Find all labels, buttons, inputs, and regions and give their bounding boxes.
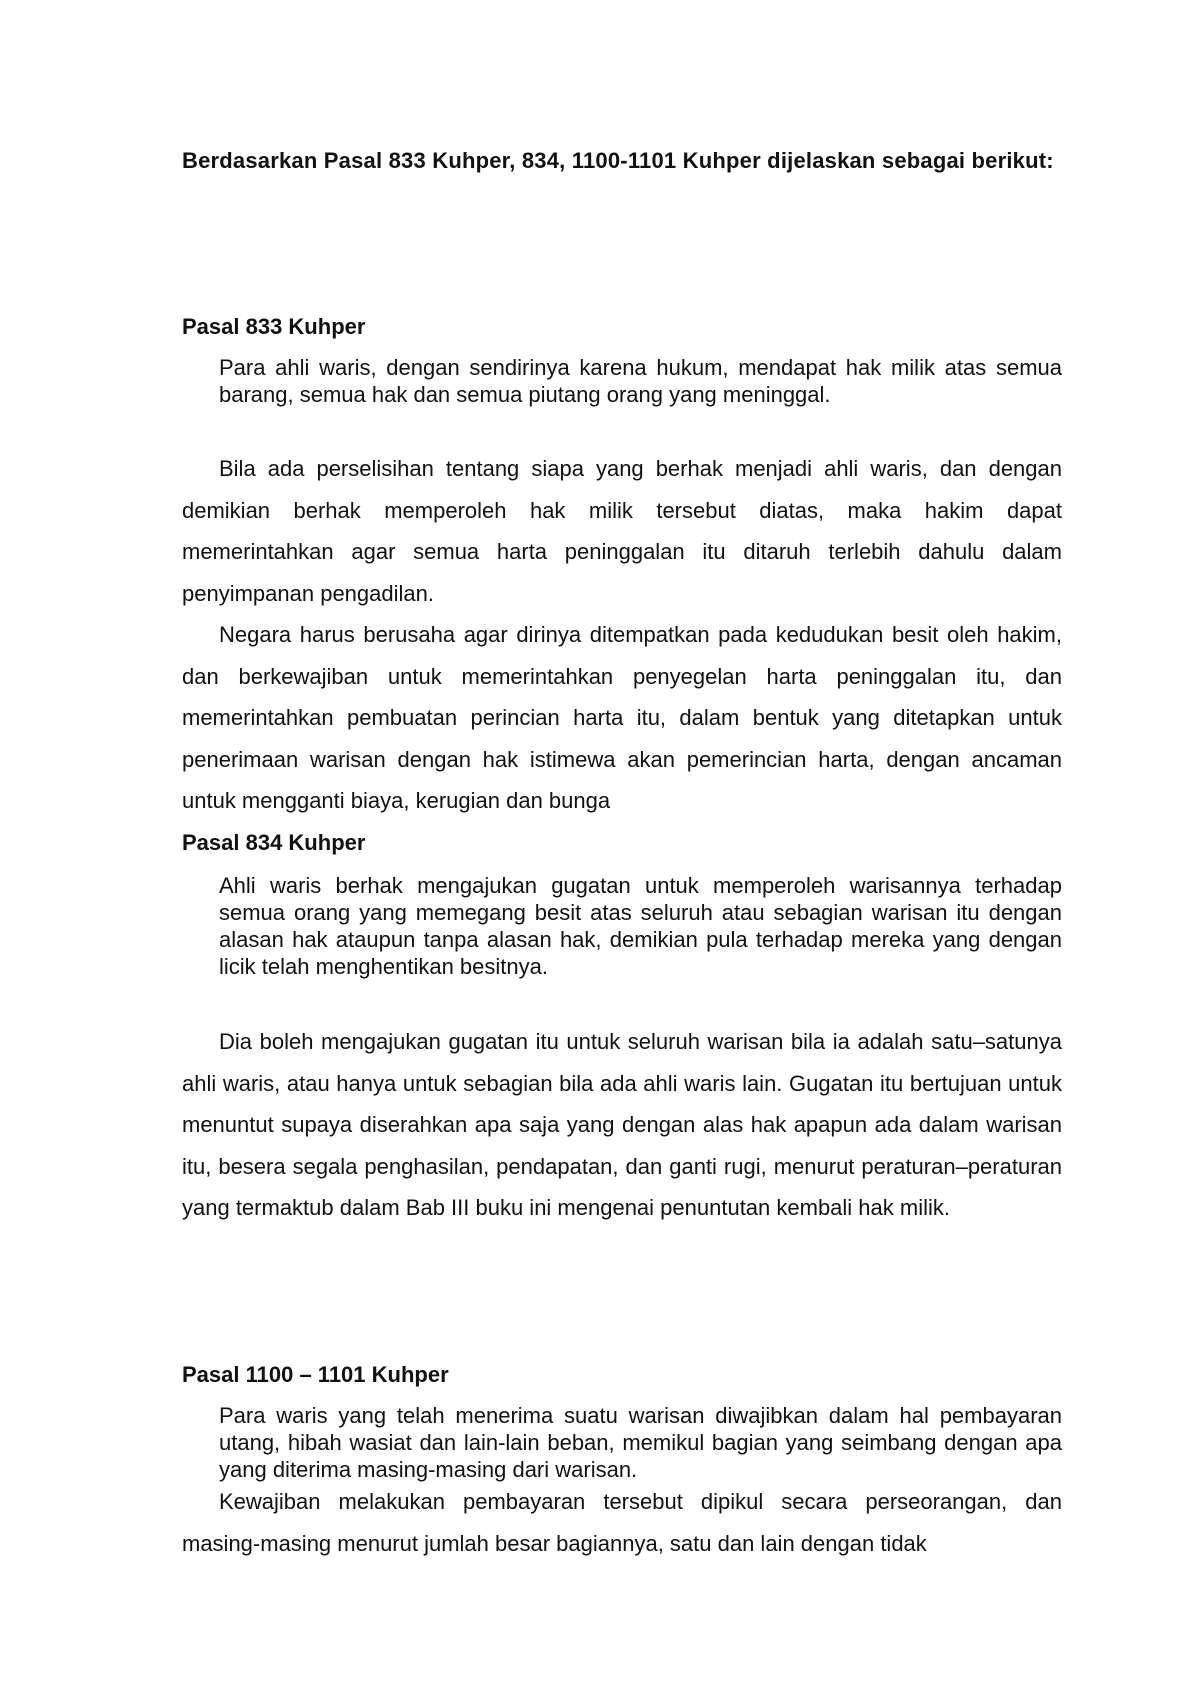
section-paragraph-pasal-833-2: Negara harus berusaha agar dirinya ditempatkan pada kedudukan besit oleh hakim, dan berkewajiban untuk memerintahkan penyegelan harta peninggalan itu, dan memerintahkan pembuatan perincian harta itu, dalam bentuk yang ditetapkan untuk penerimaan warisan dengan hak istimewa akan pemerincian harta, dengan ancaman untuk mengganti biaya, kerugian dan bunga xyxy=(182,622,1062,813)
section-paragraph-pasal-1100-1101-1: Kewajiban melakukan pembayaran tersebut dipikul secara perseorangan, dan masing-masing menurut jumlah besar bagiannya, satu dan lain dengan tidak xyxy=(182,1489,1062,1556)
section-paragraph-pasal-834-1: Dia boleh mengajukan gugatan itu untuk seluruh warisan bila ia adalah satu–satunya ahli waris, atau hanya untuk sebagian bila ada ahli waris lain. Gugatan itu bertujuan untuk menuntut supaya diserahkan apa saja yang dengan alas hak apapun ada dalam warisan itu, besera segala penghasilan, pendapatan, dan ganti rugi, menurut peraturan–peraturan yang termaktub dalam Bab III buku ini mengenai penuntutan kembali hak milik. xyxy=(182,1029,1062,1220)
section-quote-pasal-1100-1101: Para waris yang telah menerima suatu warisan diwajibkan dalam hal pembayaran utang, hibah wasiat dan lain-lain beban, memikul bagian yang seimbang dengan apa yang diterima masing-masing dari warisan. xyxy=(219,1403,1062,1482)
section-heading-pasal-834: Pasal 834 Kuhper xyxy=(182,830,366,855)
section-heading-pasal-833: Pasal 833 Kuhper xyxy=(182,314,366,339)
section-heading-pasal-1100-1101: Pasal 1100 – 1101 Kuhper xyxy=(182,1362,449,1387)
section-quote-pasal-833: Para ahli waris, dengan sendirinya karena hukum, mendapat hak milik atas semua barang, semua hak dan semua piutang orang yang meninggal. xyxy=(219,355,1062,407)
section-paragraph-pasal-833-1: Bila ada perselisihan tentang siapa yang berhak menjadi ahli waris, dan dengan demikian berhak memperoleh hak milik tersebut diatas, maka hakim dapat memerintahkan agar semua harta peninggalan itu ditaruh terlebih dahulu dalam penyimpanan pengadilan. xyxy=(182,456,1062,606)
section-quote-pasal-834: Ahli waris berhak mengajukan gugatan untuk memperoleh warisannya terhadap semua orang yang memegang besit atas seluruh atau sebagian warisan itu dengan alasan hak ataupun tanpa alasan hak, demikian pula terhadap mereka yang dengan licik telah menghentikan besitnya. xyxy=(219,873,1062,979)
intro-text: Berdasarkan Pasal 833 Kuhper, 834, 1100-1101 Kuhper dijelaskan sebagai berikut: xyxy=(182,148,1054,173)
